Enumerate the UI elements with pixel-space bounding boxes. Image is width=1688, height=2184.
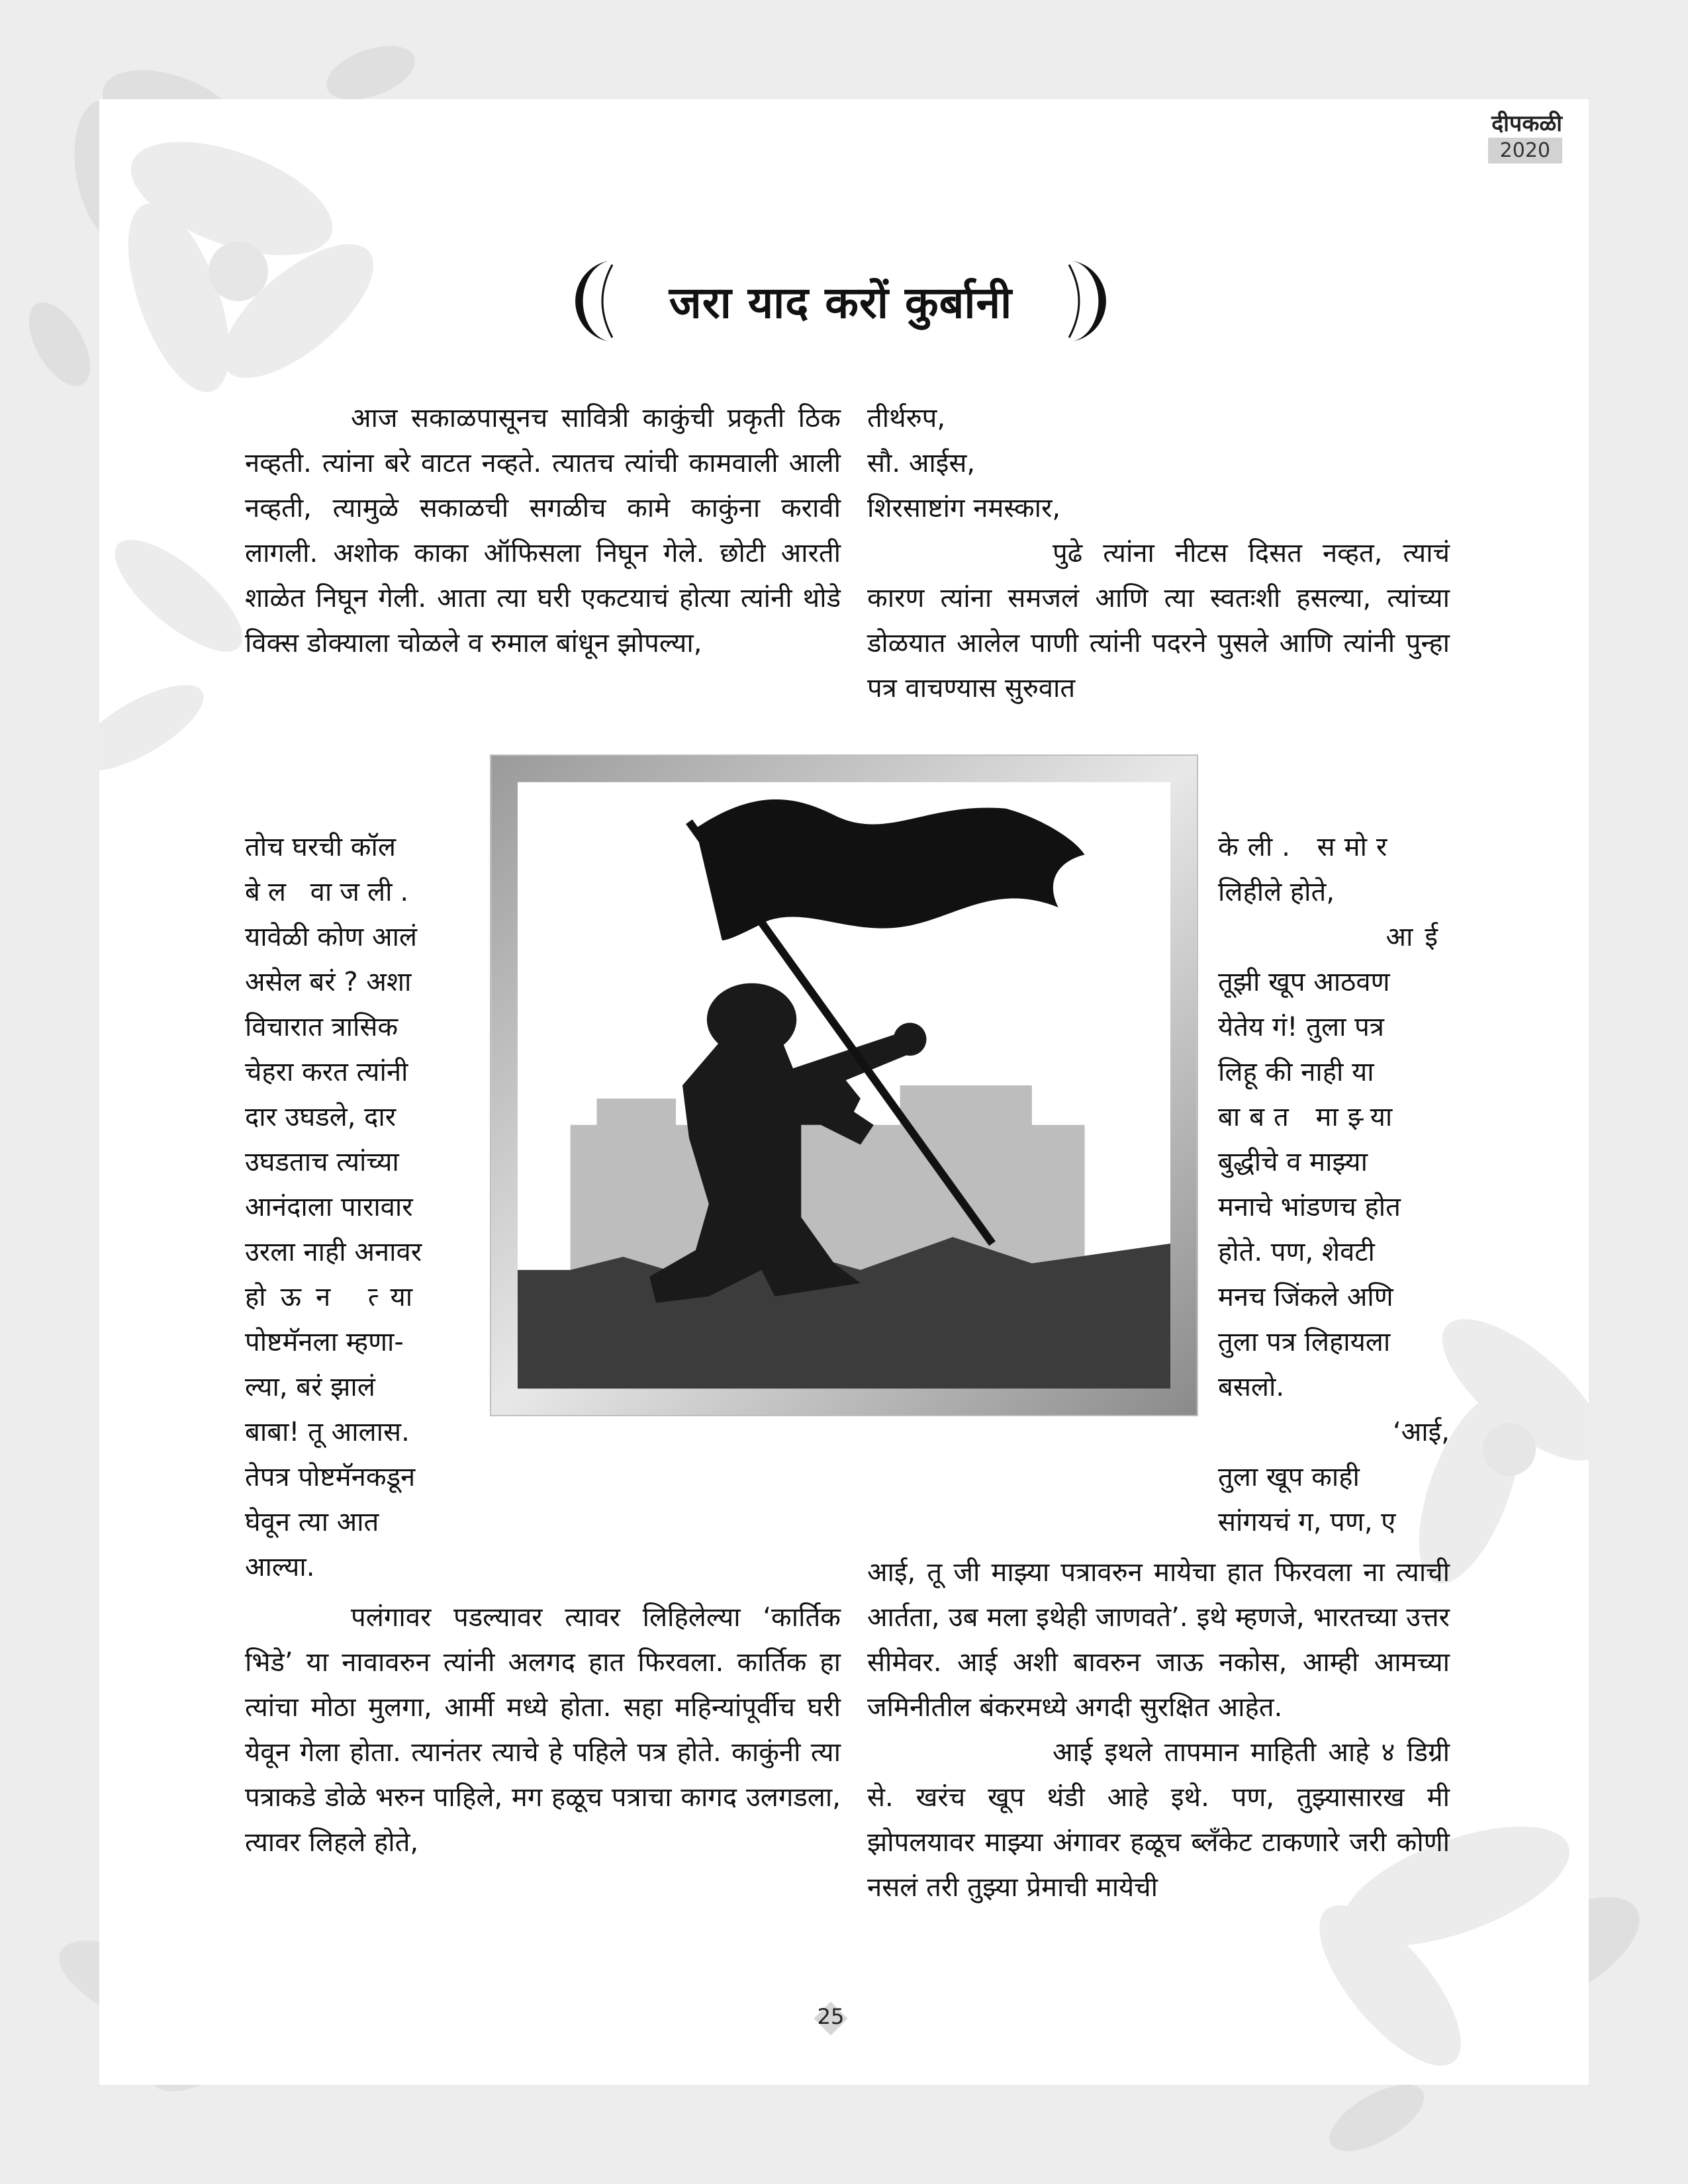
text-line: सांगयचं ग, पण, ए	[1218, 1507, 1396, 1537]
paragraph: आई, तू जी माझ्या पत्रावरुन मायेचा हात फिरवला ना त्याची आर्तता, उब मला इथेही जाणवते’. इथे म्हणजे, भारतच्या उत्तर सीमेवर. आई अशी बावरुन जाऊ नकोस, आम्ही आमच्या जमिनीतील बंकरमध्ये अगदी सुरक्षित आहेत.	[867, 1557, 1450, 1723]
salutation-line: सौ. आईस,	[867, 448, 976, 478]
magazine-year: 2020	[1488, 138, 1562, 163]
text-line: दार उघडले, दार	[245, 1102, 397, 1132]
text-line: येतेय गं! तुला पत्र	[1218, 1012, 1384, 1042]
text-line: आई	[1385, 922, 1450, 952]
text-line: होते. पण, शेवटी	[1218, 1237, 1375, 1267]
text-line: तुला पत्र लिहायला	[1218, 1327, 1391, 1357]
text-line: तूझी खूप आठवण	[1218, 967, 1390, 997]
article-title: जरा याद करों कुर्बानी	[669, 277, 1013, 328]
text-line: तुला खूप काही	[1218, 1462, 1360, 1492]
left-column-narrow	[245, 825, 470, 1590]
paragraph: पुढे त्यांना नीटस दिसत नव्हत, त्याचं कारण त्यांना समजलं आणि त्या स्वतःशी हसल्या, त्यांच्या डोळयात आलेल पाणी त्यांनी पदरने पुसले आणि त्यांनी पुन्हा पत्र वाचण्यास सुरुवात	[867, 538, 1450, 704]
text-line: आनंदाला पारावार	[245, 1192, 413, 1222]
text-line: यावेळी कोण आलं	[245, 922, 417, 952]
right-column-bottom	[867, 1550, 1450, 1910]
magazine-name: दीपकळी	[1491, 111, 1562, 137]
text-line: असेल बरं ? अशा	[245, 967, 412, 997]
text-line: लिहू की नाही या	[1218, 1057, 1374, 1087]
text-line: बाबत माझ्या	[1218, 1102, 1402, 1132]
text-line: लिहीले होते,	[1218, 877, 1335, 907]
text-line: मनच जिंकले अणि	[1218, 1282, 1393, 1312]
text-line: पोष्टमॅनला म्हणा-	[245, 1327, 404, 1357]
salutation-line: शिरसाष्टांग नमस्कार,	[867, 493, 1061, 523]
right-column-narrow	[1218, 825, 1450, 1545]
text-line: तेपत्र पोष्टमॅनकडून	[245, 1462, 416, 1492]
text-line: ‘आई,	[1393, 1417, 1450, 1447]
text-line: बुद्धीचे व माझ्या	[1218, 1147, 1368, 1177]
text-line: घेवून त्या आत	[245, 1507, 379, 1537]
text-line: होऊन त्या	[245, 1282, 428, 1312]
text-line: तोच घरची कॉल	[245, 832, 396, 862]
text-line: विचारात त्रासिक	[245, 1012, 399, 1042]
text-line: बाबा! तू आलास.	[245, 1417, 410, 1447]
text-line: बेल वाजली.	[245, 877, 417, 907]
paragraph: आज सकाळपासूनच सावित्री काकुंची प्रकृती ठिक नव्हती. त्यांना बरे वाटत नव्हते. त्यातच त्यांची कामवाली आली नव्हती, त्यामुळे सकाळची सगळीच कामे काकुंना करावी लागली. अशोक काका ऑफिसला निघून गेले. छोटी आरती शाळेत निघून गेली. आता त्या घरी एकटयाचं होत्या त्यांनी थोडे विक्स डोक्याला चोळले व रुमाल बांधून झोपल्या,	[245, 403, 841, 659]
text-line: बसलो.	[1218, 1372, 1285, 1402]
salutation-line: तीर्थरुप,	[867, 403, 946, 433]
soldier-flag-illustration	[490, 754, 1198, 1416]
paragraph: पलंगावर पडल्यावर त्यावर लिहिलेल्या ‘कार्तिक भिडे’ या नावावरुन त्यांनी अलगद हात फिरवला. कार्तिक हा त्यांचा मोठा मुलगा, आर्मी मध्ये होता. सहा महिन्यांपूर्वीच घरी येवून गेला होता. त्यानंतर त्याचे हे पहिले पत्र होते. काकुंनी त्या पत्राकडे डोळे भरुन पाहिले, मग हळूच पत्राचा कागद उलगडला, त्यावर लिहले होते,	[245, 1602, 841, 1858]
right-column-top	[867, 396, 1450, 711]
text-line: ल्या, बरं झालं	[245, 1372, 375, 1402]
text-line: उघडताच त्यांच्या	[245, 1147, 399, 1177]
paragraph: आई इथले तापमान माहिती आहे ४ डिग्री से. खरंच खूप थंडी आहे इथे. पण, तुझ्यासारख मी झोपलयावर माझ्या अंगावर हळूच ब्लॅंकेट टाकणारे जरी कोणी नसलं तरी तुझ्या प्रेमाची मायेची	[867, 1737, 1450, 1903]
left-column-top	[245, 396, 841, 666]
magazine-page	[99, 99, 1589, 2085]
text-line: मनाचे भांडणच होत	[1218, 1192, 1401, 1222]
text-line: चेहरा करत त्यांनी	[245, 1057, 408, 1087]
text-line: केली. समोर	[1218, 832, 1397, 862]
text-line: आल्या.	[245, 1552, 315, 1582]
page-number: 25	[817, 2004, 845, 2029]
text-line: उरला नाही अनावर	[245, 1237, 422, 1267]
left-column-bottom	[245, 1595, 841, 1865]
